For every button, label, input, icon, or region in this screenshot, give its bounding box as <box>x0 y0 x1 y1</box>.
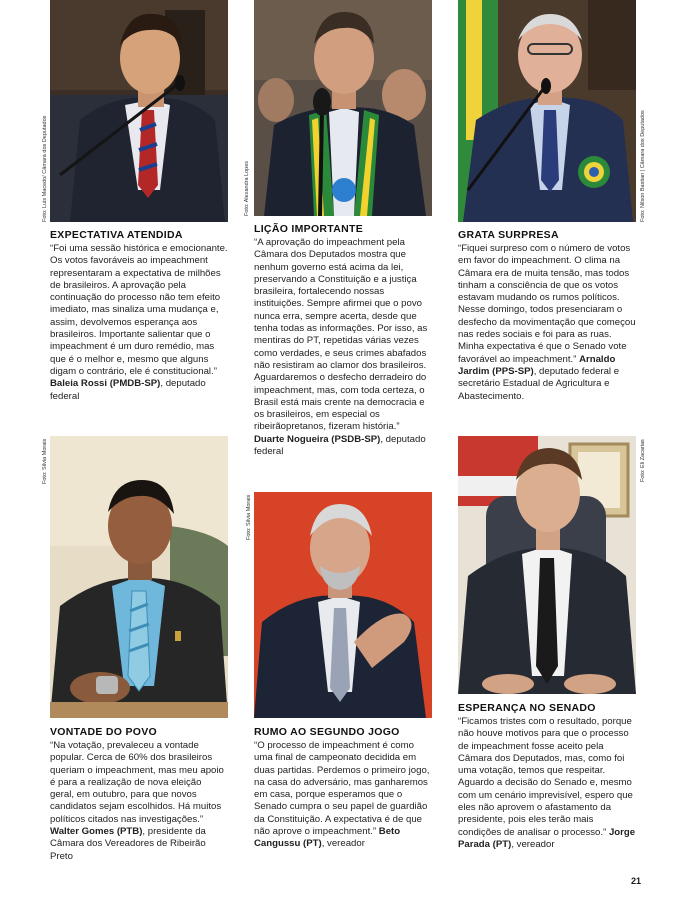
photo-credit: Foto: Silvia Morais <box>246 494 252 540</box>
author-name: Beto Cangussu (PT) <box>254 826 401 850</box>
photo-credit: Foto: Alexandra Lopes <box>244 160 250 216</box>
quote-text: “Na votação, prevaleceu a vontade popular. Cerca de 60% dos brasileiros queriam o impeachment, mas meu apoio é para a realização de nova eleição geral, em outubro, para que novos candidatos sejam escolhidos. Há muitos políticos citados nas investigações.” <box>50 740 224 825</box>
profile-quote <box>458 243 636 403</box>
profile-baleia-rossi <box>50 229 228 403</box>
author-role: , deputado federal e secretário Estadual de Agricultura e Abastecimento. <box>458 365 620 402</box>
author-role: , deputado federal <box>50 378 206 402</box>
author-role: , vereador <box>511 838 555 850</box>
author-role: , vereador <box>321 838 365 850</box>
photo-jorge-parada <box>458 436 636 694</box>
quote-text: “Fiquei surpreso com o número de votos em favor do impeachment. O clima na Câmara era de muita tensão, mas todos tinham a consciência de que os votos estavam mudando os rumos políticos. Nesse domingo, todos presenciaram o desfecho da movimentação que começou nas redes sociais e foi para as ruas. Minha expectativa é que o Senado vote favorável ao impeachment.” <box>458 243 636 365</box>
photo-arnaldo-jardim <box>458 0 636 222</box>
author-role: , deputado federal <box>254 433 426 458</box>
author-name: Baleia Rossi (PMDB-SP) <box>50 378 161 390</box>
profile-walter-gomes <box>50 726 228 863</box>
author-name: Duarte Nogueira (PSDB-SP) <box>254 433 381 445</box>
photo-credit: Foto: Silvia Morais <box>42 438 48 484</box>
photo-baleia-rossi <box>50 0 228 222</box>
profile-quote <box>254 740 432 851</box>
author-name: Arnaldo Jardim (PPS-SP) <box>458 353 616 377</box>
profile-quote <box>50 740 228 863</box>
profile-arnaldo-jardim <box>458 229 636 403</box>
quote-text: “A aprovação do impeachment pela Câmara dos Deputados mostra que nenhum governo está acima da lei, preservando a Constituição e a justiça brasileira, fortalecendo nossas instituições. Sempre afirmei que o povo nunca erra, sempre acerta, desde que tenha todas as informações. Por isso, as mentiras do PT, repetidas várias vezes como verdades, e seus crimes abafados não resistiram ao clamor dos brasileiros. Aguardaremos o desfecho derradeiro do impeachment, mas, com toda certeza, o Brasil está mais crente na democracia e os brasileiros, em especial os ribeirãopretanos, fizeram história.” <box>254 237 428 433</box>
photo-credit: Foto: Luis Macedo/ Câmara dos Deputados <box>42 115 48 222</box>
profile-quote <box>254 237 432 458</box>
profile-title: LIÇÃO IMPORTANTE <box>254 223 364 235</box>
profile-quote <box>458 716 636 851</box>
profile-jorge-parada <box>458 702 636 851</box>
author-name: Jorge Parada (PT) <box>458 826 636 850</box>
page-number: 21 <box>630 876 641 886</box>
profile-quote <box>50 243 228 403</box>
quote-text: “Foi uma sessão histórica e emocionante. Os votos favoráveis ao impeachment representaram a expectativa de milhões de brasileiros. A aprovação pela continuação do processo não tem efeito imediato, mas sinaliza uma mudança e, assim, devolvemos esperança aos brasileiros. Importante salientar que o impeachment é um duro remédio, mas que é o melhor e, mesmo que alguns digam o contrário, ele é constitucional.” <box>50 243 228 377</box>
photo-walter-gomes <box>50 436 228 718</box>
profile-title: VONTADE DO POVO <box>50 726 157 738</box>
photo-beto-cangussu <box>254 492 432 718</box>
author-name: Walter Gomes (PTB) <box>50 826 143 838</box>
photo-duarte-nogueira <box>254 0 432 216</box>
profile-title: ESPERANÇA NO SENADO <box>458 702 596 714</box>
photo-credit: Foto: Eli Zacarias <box>640 439 646 482</box>
profile-beto-cangussu <box>254 726 432 851</box>
profile-duarte-nogueira <box>254 223 432 458</box>
author-role: , presidente da Câmara dos Vereadores de Ribeirão Preto <box>50 826 206 862</box>
profile-title: RUMO AO SEGUNDO JOGO <box>254 726 400 738</box>
profile-title: EXPECTATIVA ATENDIDA <box>50 229 183 241</box>
quote-text: “Ficamos tristes com o resultado, porque não houve motivos para que o processo de impeachment fosse aceito pela Câmara dos Deputados, mas, como foi uma votação, temos que respeitar. Aguardo a decisão do Senado e, mesmo com um cenário imprevisível, espero que eles não aprovem o afastamento da presidente, pois eles terão mais condições de analisar o processo.” <box>458 716 633 838</box>
quote-text: “O processo de impeachment é como uma final de campeonato decidida em duas partidas. Perdemos o primeiro jogo, na casa do adversário, mas ganharemos em casa, porque esperamos que o Senado cumpra o seu papel de guardião da Constituição. A expectativa é de que não aprove o impeachment.” <box>254 740 430 838</box>
profile-title: GRATA SURPRESA <box>458 229 559 241</box>
photo-credit: Foto: Nilson Bastian | Câmara dos Deputados <box>640 110 646 222</box>
